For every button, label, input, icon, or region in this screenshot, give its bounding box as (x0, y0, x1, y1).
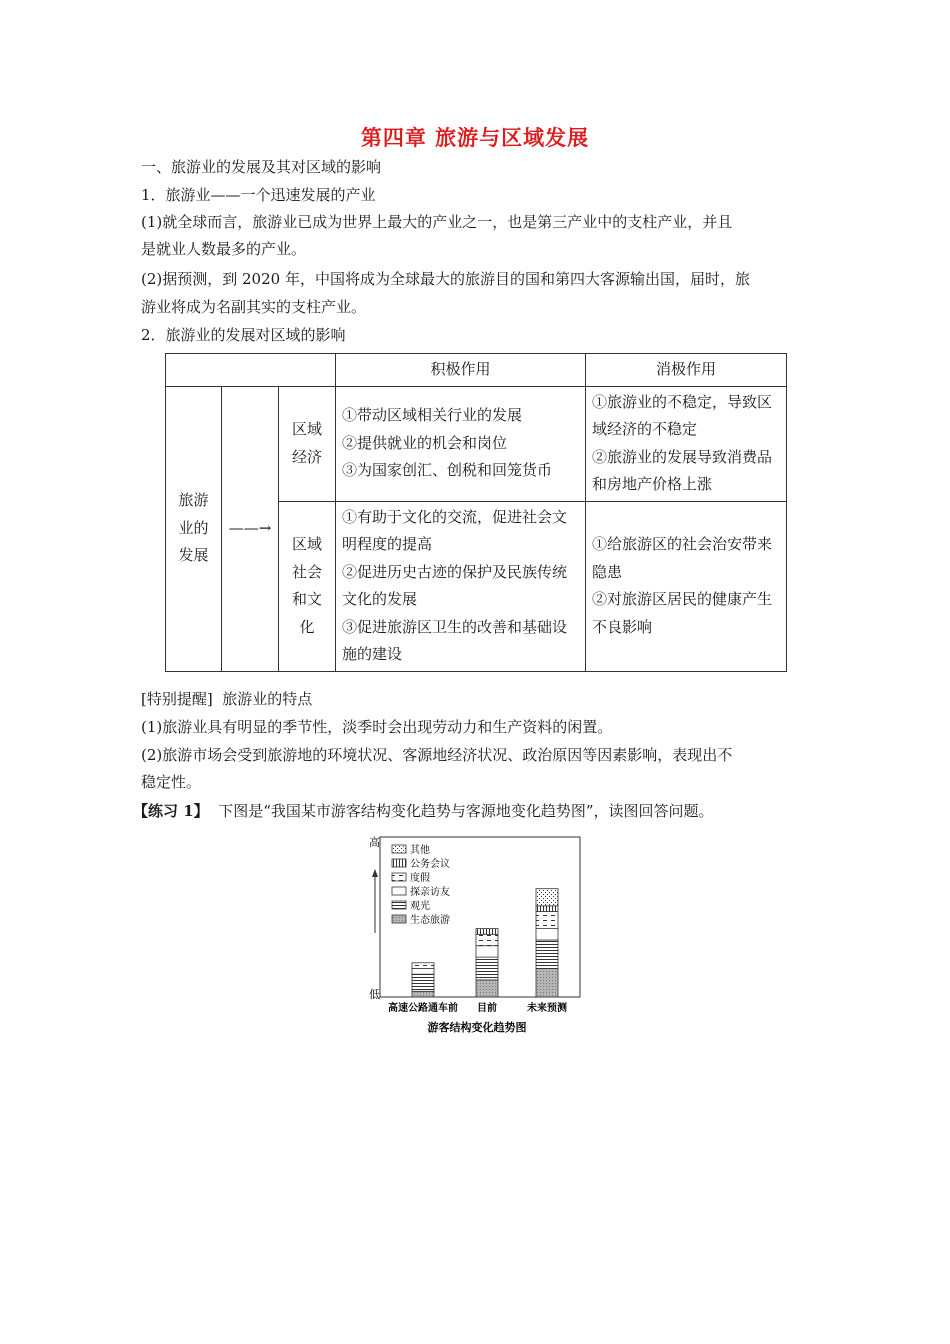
bar-segment (412, 969, 434, 975)
section-heading: 一、旅游业的发展及其对区域的影响 (141, 158, 382, 176)
paragraph-2-line-1: (2)据预测，到 2020 年，中国将成为全球最大的旅游目的国和第四大客源输出国，届时，旅 (141, 270, 750, 288)
legend-label: 生态旅游 (410, 915, 450, 926)
note-item-2-line-2: 稳定性。 (141, 773, 202, 791)
note-item-2-line-1: (2)旅游市场会受到旅游地的环境状况、客源地经济状况、政治原因等因素影响，表现出不 (141, 746, 733, 764)
paragraph-1-line-1: (1)就全球而言，旅游业已成为世界上最大的产业之一，也是第三产业中的支柱产业，并且 (141, 213, 733, 231)
society-positive-cell (336, 501, 586, 671)
economy-negative-cell (586, 386, 787, 501)
list-item: ③为国家创汇、创税和回笼货币 (342, 461, 553, 480)
legend-swatch (392, 859, 406, 867)
bar-segment (536, 906, 558, 912)
list-item: ①给旅游区的社会治安带来隐患 (592, 535, 773, 581)
society-negative-cell (586, 501, 787, 671)
exercise-line (133, 802, 714, 820)
legend-label: 度假 (410, 873, 430, 884)
list-item: ②促进历史古迹的保护及民族传统文化的发展 (342, 562, 568, 608)
table-corner-cell (166, 354, 336, 387)
list-item: ①带动区域相关行业的发展 (342, 406, 523, 425)
exercise-text: 下图是“我国某市游客结构变化趋势与客源地变化趋势图”，读图回答问题。 (218, 802, 714, 820)
arrow-cell: ——→ (222, 386, 279, 671)
list-item: ③促进旅游区卫生的改善和基础设施的建设 (342, 617, 568, 663)
x-tick-label: 未来预测 (527, 1003, 567, 1014)
legend-swatch (392, 915, 406, 923)
bar-segment (476, 934, 498, 945)
subheading-2: 2．旅游业的发展对区域的影响 (141, 326, 346, 344)
bar-segment (476, 929, 498, 935)
list-item: ②提供就业的机会和岗位 (342, 433, 508, 452)
list-item: ②旅游业的发展导致消费品和房地产价格上涨 (592, 447, 773, 493)
bar-segment (412, 991, 434, 997)
bar-segment (476, 957, 498, 980)
bar-segment (476, 980, 498, 997)
bar-segment (536, 929, 558, 940)
table-row-economy (166, 386, 787, 501)
economy-positive-cell (336, 386, 586, 501)
legend-swatch (392, 887, 406, 895)
header-negative: 消极作用 (586, 354, 787, 387)
x-tick-label: 目前 (477, 1003, 497, 1014)
chart-bars (412, 889, 558, 997)
bar-segment (412, 963, 434, 969)
up-arrow-icon (372, 869, 378, 933)
special-note (141, 690, 312, 708)
label-regional-society: 区域社会和文化 (279, 501, 336, 671)
list-item: ①有助于文化的交流，促进社会文明程度的提高 (342, 507, 568, 553)
chart-title: 游客结构变化趋势图 (427, 1021, 527, 1034)
impact-table (165, 353, 787, 672)
paragraph-2-line-2: 游业将成为名副其实的支柱产业。 (141, 298, 367, 316)
legend-label: 其他 (410, 845, 430, 856)
row-label-tourism-development: 旅游业的发展 (166, 386, 222, 671)
label-regional-economy: 区域经济 (279, 386, 336, 501)
legend-label: 公务会议 (410, 859, 450, 870)
list-item: ②对旅游区居民的健康产生不良影响 (592, 590, 773, 636)
bar-segment (536, 889, 558, 906)
note-tag: [特别提醒] (141, 690, 213, 708)
bar-segment (536, 912, 558, 929)
header-positive: 积极作用 (336, 354, 586, 387)
paragraph-1-line-2: 是就业人数最多的产业。 (141, 240, 307, 258)
subheading-1: 1．旅游业——一个迅速发展的产业 (141, 186, 376, 204)
legend-swatch (392, 845, 406, 853)
exercise-tag: 【练习 1】 (133, 802, 209, 820)
legend-swatch (392, 901, 406, 909)
tourist-structure-chart (366, 833, 586, 1038)
note-text: 旅游业的特点 (222, 690, 313, 708)
list-item: ①旅游业的不稳定，导致区域经济的不稳定 (592, 392, 773, 438)
x-tick-label: 高速公路通车前 (388, 1003, 458, 1014)
legend-swatch (392, 873, 406, 881)
page-title: 第四章 旅游与区域发展 (360, 125, 590, 150)
legend-label: 观光 (410, 901, 430, 912)
y-axis-low-label: 低 (369, 988, 380, 1001)
legend-label: 探亲访友 (410, 887, 450, 898)
x-axis-labels (388, 1001, 567, 1014)
bar-segment (536, 940, 558, 969)
y-axis-high-label: 高 (369, 836, 380, 849)
note-item-1: (1)旅游业具有明显的季节性，淡季时会出现劳动力和生产资料的闲置。 (141, 718, 613, 736)
bar-segment (536, 969, 558, 998)
bar-segment (476, 946, 498, 957)
table-header-row (166, 354, 787, 387)
bar-segment (412, 974, 434, 991)
chart-legend (392, 843, 450, 926)
